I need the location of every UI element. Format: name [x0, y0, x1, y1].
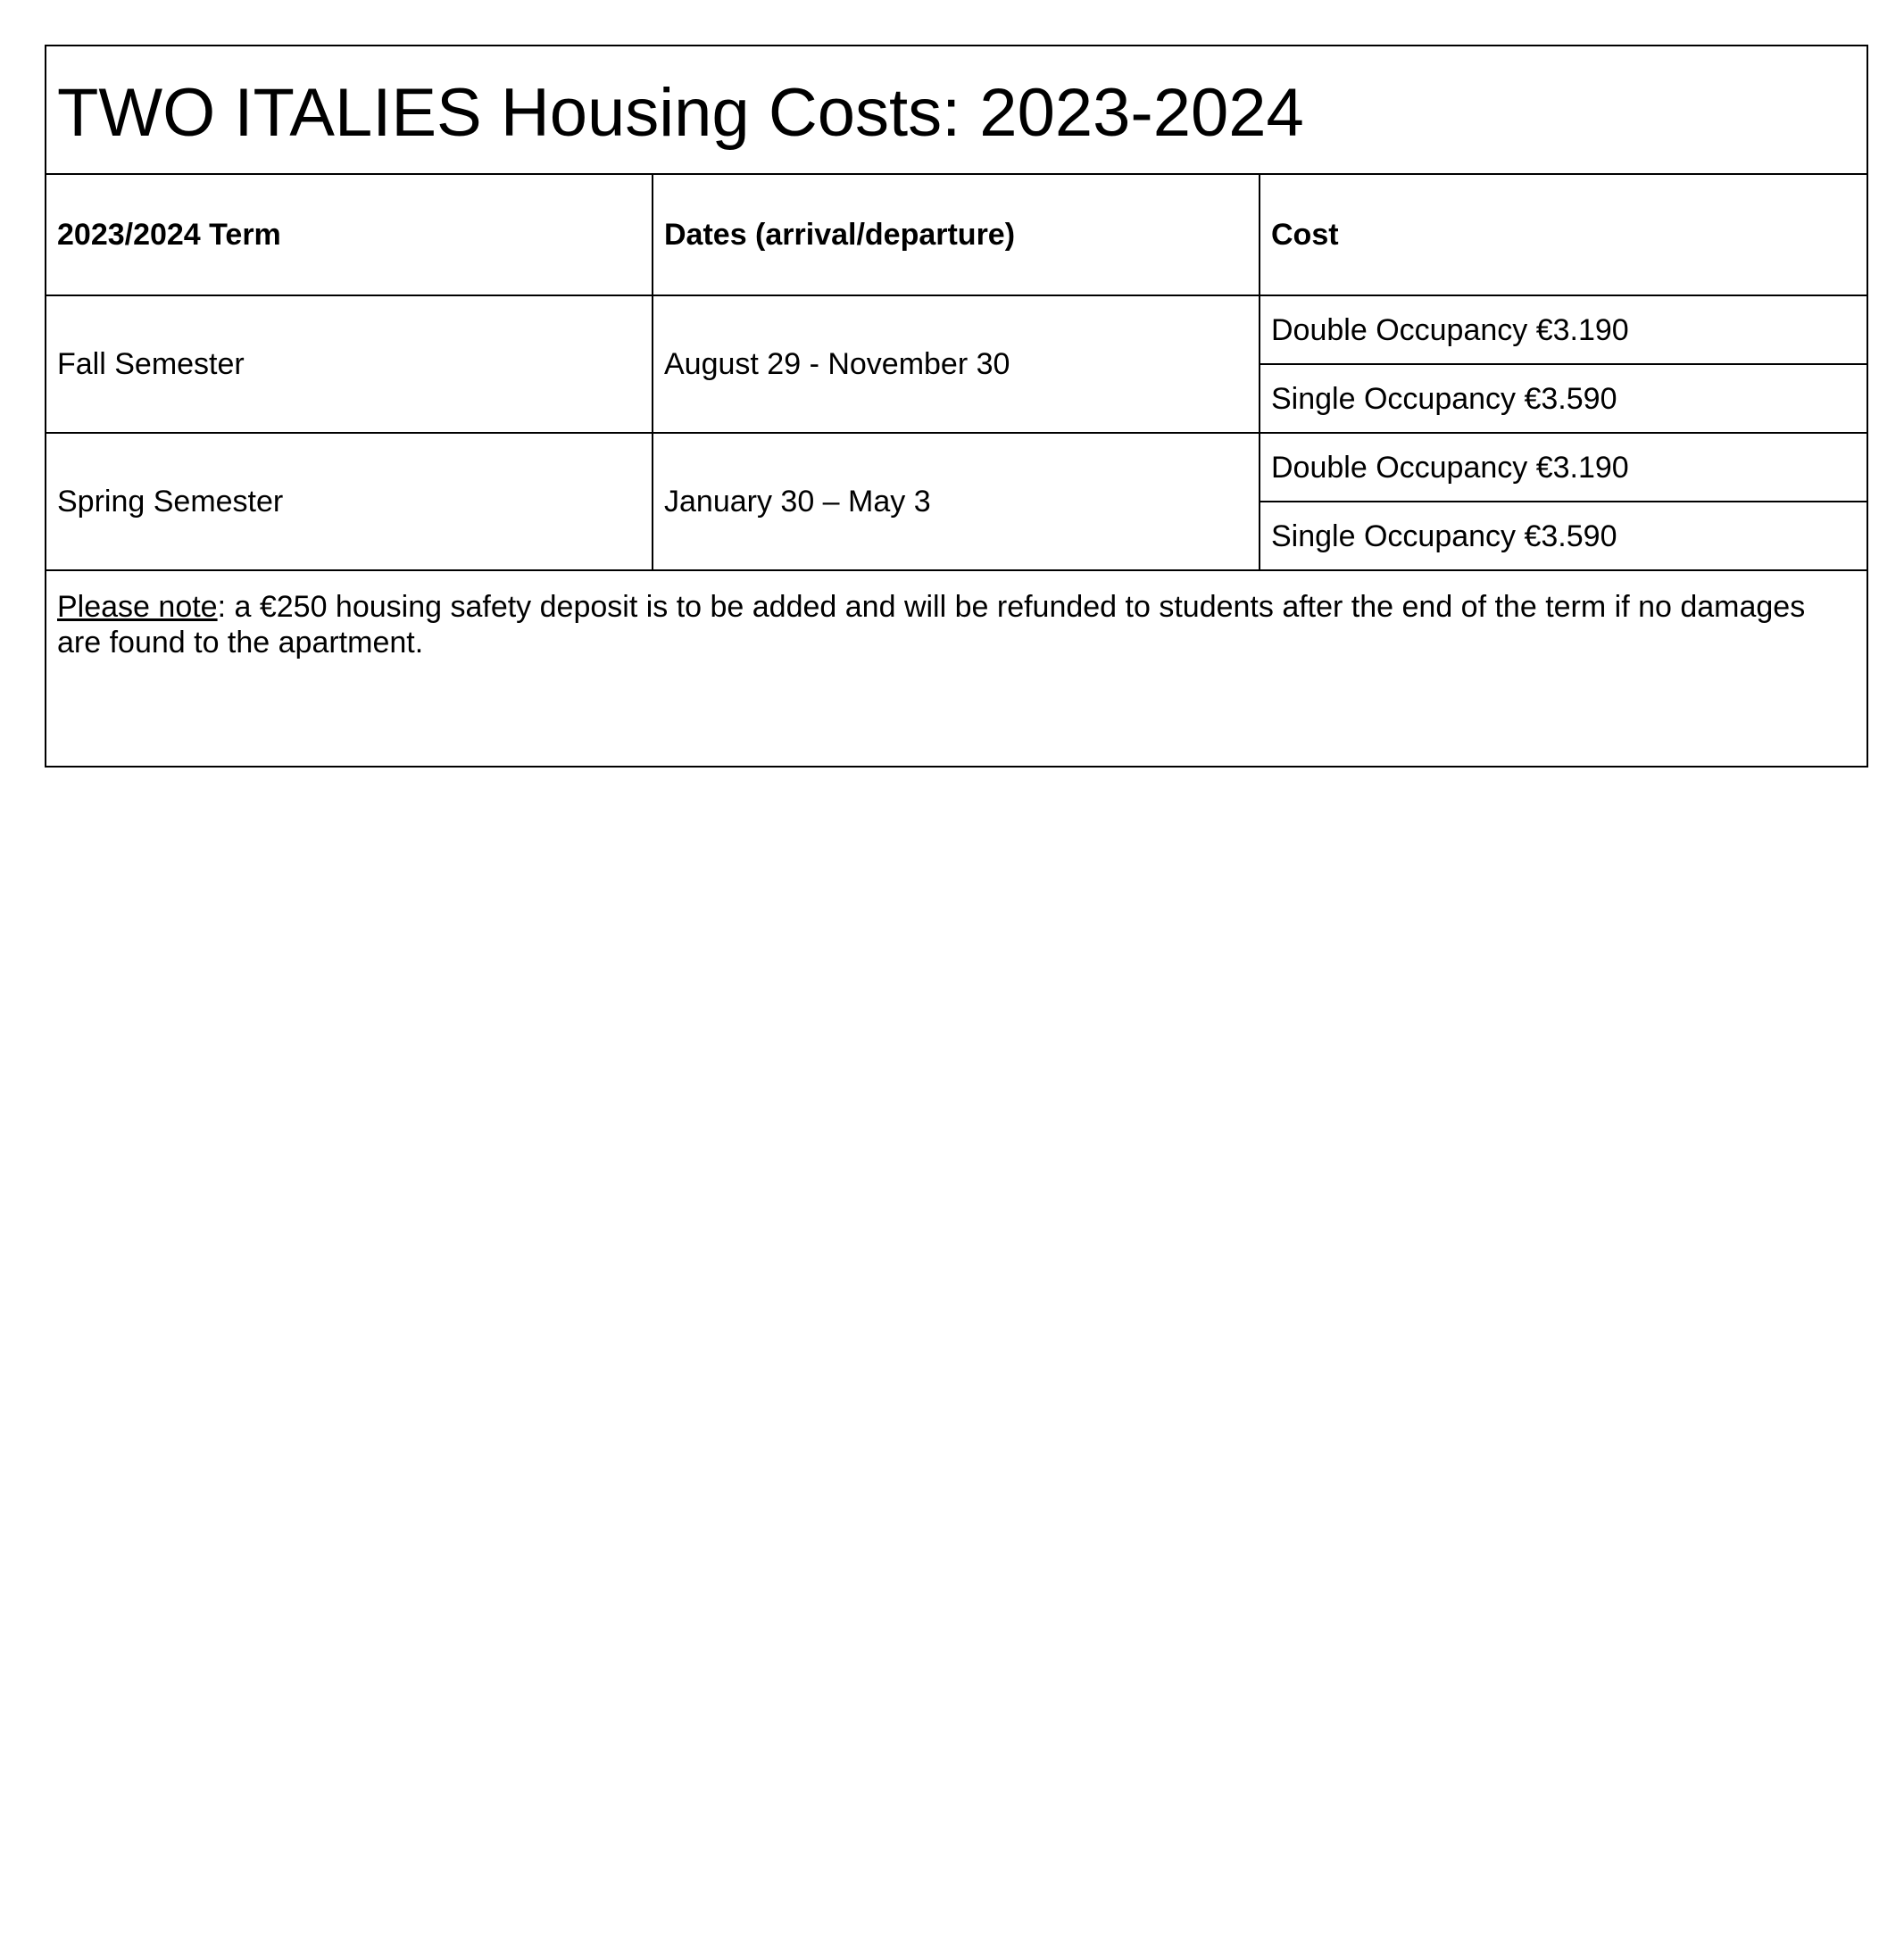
title-row	[46, 46, 1867, 174]
dates-fall: August 29 - November 30	[653, 295, 1260, 433]
header-row	[46, 174, 1867, 295]
housing-costs-table	[45, 45, 1868, 768]
note-text: : a €250 housing safety deposit is to be added and will be refunded to students after the end of the term if no damages are found to the apartment.	[57, 590, 1806, 660]
document-title: TWO ITALIES Housing Costs: 2023-2024	[46, 46, 1867, 174]
header-cost: Cost	[1260, 174, 1867, 295]
term-spring: Spring Semester	[46, 433, 653, 570]
term-fall: Fall Semester	[46, 295, 653, 433]
note-label: Please note	[57, 590, 218, 624]
cost-spring-single: Single Occupancy €3.590	[1260, 502, 1867, 570]
table-row-fall	[46, 295, 1867, 364]
dates-spring: January 30 – May 3	[653, 433, 1260, 570]
header-term: 2023/2024 Term	[46, 174, 653, 295]
cost-fall-double: Double Occupancy €3.190	[1260, 295, 1867, 364]
header-dates: Dates (arrival/departure)	[653, 174, 1260, 295]
table-row-spring	[46, 433, 1867, 502]
cost-fall-single: Single Occupancy €3.590	[1260, 364, 1867, 433]
cost-spring-double: Double Occupancy €3.190	[1260, 433, 1867, 502]
note-cell	[46, 570, 1867, 767]
note-row	[46, 570, 1867, 767]
